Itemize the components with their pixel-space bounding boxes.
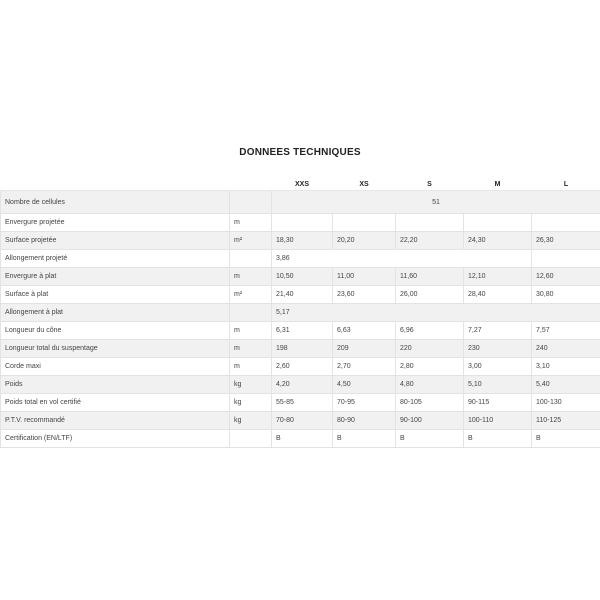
row-value-l: B (532, 430, 600, 448)
row-value-s: B (396, 430, 464, 448)
row-value-xs: B (333, 430, 396, 448)
row-value-xxs: 70-80 (272, 412, 333, 430)
row-label: Envergure projetée (1, 214, 230, 232)
row-value-m: 100-110 (464, 412, 532, 430)
row-label: Surface à plat (1, 286, 230, 304)
row-value-s: 22,20 (396, 232, 464, 250)
row-value-xxs: 21,40 (272, 286, 333, 304)
table-row (1, 232, 600, 250)
row-value-m: 230 (464, 340, 532, 358)
row-value-xxs: 10,50 (272, 268, 333, 286)
header-unit-empty (230, 168, 272, 191)
row-value-l: 5,40 (532, 376, 600, 394)
table-row (1, 412, 600, 430)
row-value-xs: 209 (333, 340, 396, 358)
row-value-xxs (272, 214, 333, 232)
row-label: Certification (EN/LTF) (1, 430, 230, 448)
row-label: Longueur du cône (1, 322, 230, 340)
header-label-empty (1, 168, 230, 191)
row-value-xxs: B (272, 430, 333, 448)
row-value-m: 90-115 (464, 394, 532, 412)
table-row (1, 430, 600, 448)
row-value-xxs: 6,31 (272, 322, 333, 340)
row-value-xs: 80-90 (333, 412, 396, 430)
row-value-s: 80-105 (396, 394, 464, 412)
row-value-s: 220 (396, 340, 464, 358)
row-value-m: 7,27 (464, 322, 532, 340)
table-row (1, 286, 600, 304)
row-value-xxs: 198 (272, 340, 333, 358)
row-value-s: 6,96 (396, 322, 464, 340)
header-size-m: M (464, 168, 532, 191)
row-value-merged: 3,86 (272, 250, 532, 268)
row-unit (230, 430, 272, 448)
table-row (1, 214, 600, 232)
table-row (1, 304, 600, 322)
header-size-xs: XS (333, 168, 396, 191)
header-size-s: S (396, 168, 464, 191)
row-label: Allongement projeté (1, 250, 230, 268)
row-value-xxs: 2,60 (272, 358, 333, 376)
header-size-l: L (532, 168, 600, 191)
row-unit: m (230, 214, 272, 232)
row-label: Surface projetée (1, 232, 230, 250)
row-value-l: 100-130 (532, 394, 600, 412)
row-value-empty (532, 250, 600, 268)
row-value-m: 28,40 (464, 286, 532, 304)
table-row (1, 191, 600, 214)
table-row (1, 322, 600, 340)
row-unit: m (230, 358, 272, 376)
row-value-xs: 11,00 (333, 268, 396, 286)
row-unit (230, 304, 272, 322)
row-value-m: B (464, 430, 532, 448)
row-unit: kg (230, 394, 272, 412)
row-value-m (464, 214, 532, 232)
row-unit: m (230, 322, 272, 340)
row-label: P.T.V. recommandé (1, 412, 230, 430)
page-title: DONNEES TECHNIQUES (239, 147, 361, 158)
row-value-xs: 70-95 (333, 394, 396, 412)
table-row (1, 358, 600, 376)
row-unit: m (230, 340, 272, 358)
row-value-l: 26,30 (532, 232, 600, 250)
row-value-merged: 5,17 (272, 304, 600, 322)
row-value-s: 26,00 (396, 286, 464, 304)
header-size-xxs: XXS (272, 168, 333, 191)
row-value-m: 12,10 (464, 268, 532, 286)
row-value-l: 7,57 (532, 322, 600, 340)
row-value-xs: 20,20 (333, 232, 396, 250)
table-row (1, 394, 600, 412)
row-value-l: 12,60 (532, 268, 600, 286)
row-label: Longueur total du suspentage (1, 340, 230, 358)
technical-data-table (0, 168, 600, 448)
row-unit: m (230, 268, 272, 286)
row-unit (230, 191, 272, 214)
row-label: Corde maxi (1, 358, 230, 376)
row-value-s: 4,80 (396, 376, 464, 394)
row-value-s: 2,80 (396, 358, 464, 376)
row-unit (230, 250, 272, 268)
row-value-l (532, 214, 600, 232)
row-label: Nombre de cellules (1, 191, 230, 214)
row-value-l: 3,10 (532, 358, 600, 376)
table-row (1, 250, 600, 268)
row-value-l: 30,80 (532, 286, 600, 304)
row-value-l: 240 (532, 340, 600, 358)
row-value-m: 5,10 (464, 376, 532, 394)
table-row (1, 340, 600, 358)
row-value-s (396, 214, 464, 232)
row-value-xxs: 18,30 (272, 232, 333, 250)
row-value-l: 110-125 (532, 412, 600, 430)
row-label: Envergure à plat (1, 268, 230, 286)
row-unit: kg (230, 412, 272, 430)
table-row (1, 376, 600, 394)
row-value-s: 90-100 (396, 412, 464, 430)
row-value-m: 3,00 (464, 358, 532, 376)
row-value-xs: 2,70 (333, 358, 396, 376)
table-row (1, 268, 600, 286)
row-value-xs: 6,63 (333, 322, 396, 340)
row-label: Allongement à plat (1, 304, 230, 322)
row-value-xs (333, 214, 396, 232)
row-unit: m² (230, 232, 272, 250)
row-value-merged: 51 (272, 191, 600, 214)
row-value-m: 24,30 (464, 232, 532, 250)
row-value-xs: 23,60 (333, 286, 396, 304)
row-value-xxs: 4,20 (272, 376, 333, 394)
table-header-row (1, 168, 600, 191)
row-value-s: 11,60 (396, 268, 464, 286)
row-value-xs: 4,50 (333, 376, 396, 394)
row-label: Poids (1, 376, 230, 394)
row-unit: m² (230, 286, 272, 304)
row-unit: kg (230, 376, 272, 394)
row-value-xxs: 55-85 (272, 394, 333, 412)
row-label: Poids total en vol certifié (1, 394, 230, 412)
